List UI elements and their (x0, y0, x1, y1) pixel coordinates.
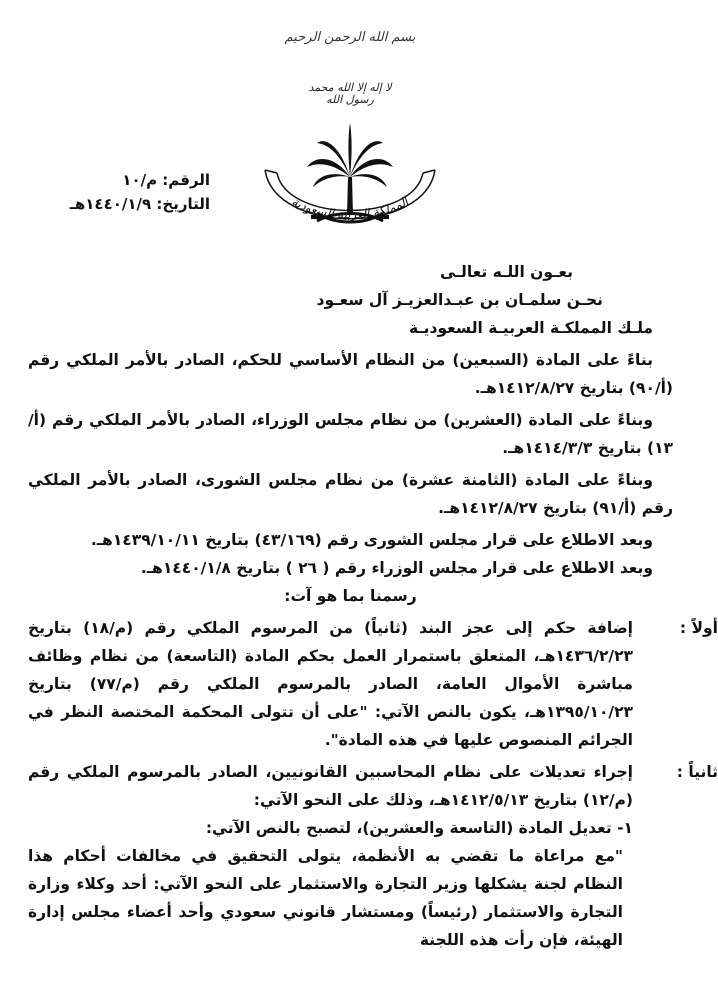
decree-body (28, 258, 718, 954)
decree-item-second (28, 758, 718, 814)
preamble-clause: وبناءً على المادة (الثامنة عشرة) من نظام مجلس الشورى، الصادر بالأمر الملكي رقم (أ/٩١) بتاريخ ١٤١٢/٨/٢٧هـ. (28, 471, 673, 517)
item-marker: أولاً : (679, 619, 718, 637)
basmala-calligraphy: بسم الله الرحمن الرحيم (284, 30, 416, 45)
subitem-heading: ١- تعديل المادة (التاسعة والعشرين)، لتصبح بالنص الآتي: (205, 819, 633, 837)
reference-number: الرقم: م/١٠ (122, 171, 210, 189)
item-text: إجراء تعديلات على نظام المحاسبين القانونيين، الصادر بالمرسوم الملكي رقم (م/١٢) بتاريخ ١٤١٢/٥/١٣هـ، وذلك على النحو الآتي: (28, 763, 633, 809)
decree-intro: رسمنا بما هو آت: (284, 587, 417, 605)
saudi-emblem-logo (255, 115, 445, 255)
item-marker: ثانياً : (676, 763, 718, 781)
opening-king-title: ملـك المملكـة العربيـة السعوديـة (408, 319, 653, 337)
reference-block (60, 168, 210, 216)
opening-invocation: بعـون اللـه تعالـى (440, 263, 573, 281)
emblem-banner-text: المملكة العربية السعودية (289, 194, 411, 222)
item-text: إضافة حكم إلى عجز البند (ثانياً) من المرسوم الملكي رقم (م/١٨) بتاريخ ١٤٣٦/٢/٢٣هـ، المتعلق باستمرار العمل بحكم المادة (التاسعة) من نظام وظائف مباشرة الأموال العامة، الصادر بالمرسوم الملكي رقم (م/٧٧) بتاريخ ١٣٩٥/١٠/٢٣هـ، يكون بالنص الآتي: "على أن تتولى المحكمة المختصة النظر في الجرائم المنصوص عليها في هذه المادة". (28, 619, 633, 749)
opening-king-name: نحـن سلمـان بن عبـدالعزيـز آل سعـود (316, 291, 603, 309)
shahada-calligraphy: لا إله إلا الله محمد رسول الله (308, 80, 392, 106)
preamble-clause: بناءً على المادة (السبعين) من النظام الأساسي للحكم، الصادر بالأمر الملكي رقم (أ/٩٠) بتاريخ ١٤١٢/٨/٢٧هـ. (28, 351, 673, 397)
amended-article-text: "مع مراعاة ما تقضي به الأنظمة، يتولى التحقيق في مخالفات أحكام هذا النظام لجنة يشكلها وزير التجارة والاستثمار على النحو الآتي: أحد وكلاء وزارة التجارة والاستثمار (رئيساً) ومستشار قانوني سعودي وأحد أعضاء مجلس إدارة الهيئة، فإن رأت هذه اللجنة (28, 847, 623, 949)
preamble-clause: وبناءً على المادة (العشرين) من نظام مجلس الوزراء، الصادر بالأمر الملكي رقم (أ/١٣) بتاريخ ١٤١٤/٣/٣هـ. (28, 411, 673, 457)
decree-date: التاريخ: ١٤٤٠/١/٩هـ (69, 195, 210, 213)
preamble-clause: وبعد الاطلاع على قرار مجلس الشورى رقم (٤٣/١٦٩) بتاريخ ١٤٣٩/١٠/١١هـ. (90, 531, 653, 549)
preamble-clause: وبعد الاطلاع على قرار مجلس الوزراء رقم ( ٢٦ ) بتاريخ ١٤٤٠/١/٨هـ. (140, 559, 653, 577)
decree-item-first (28, 614, 718, 754)
